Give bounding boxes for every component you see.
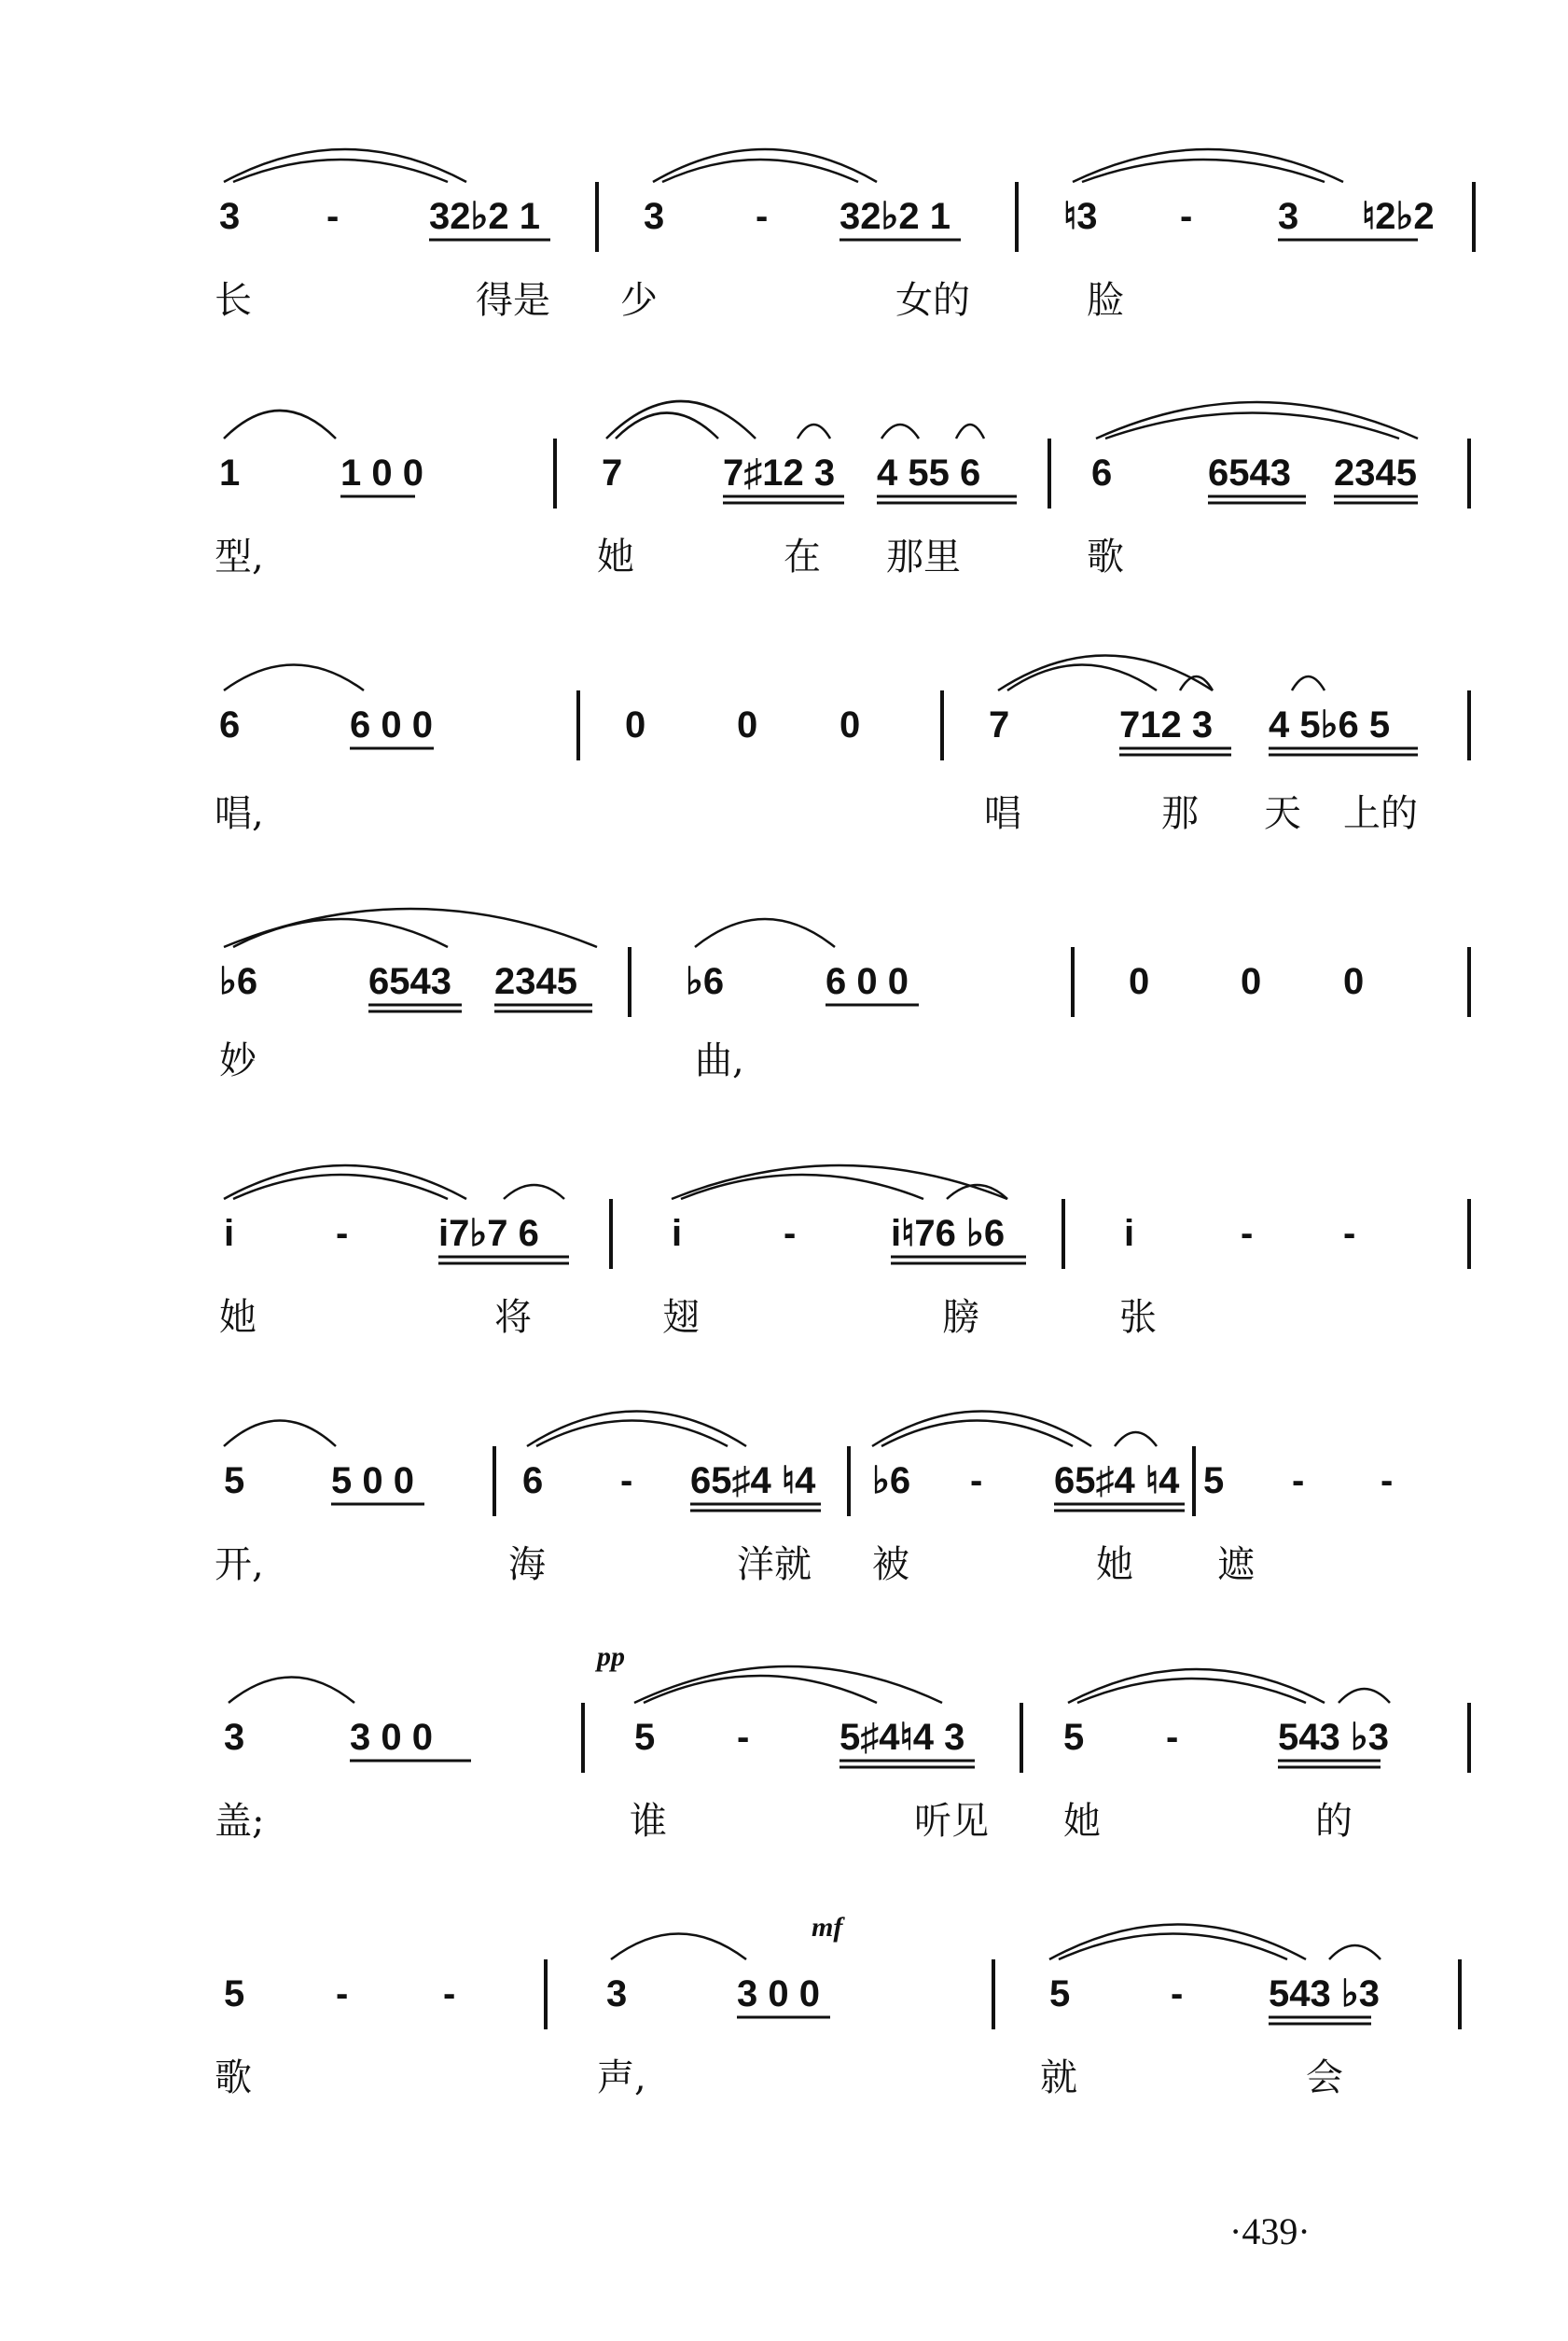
- jianpu-note: 0: [737, 704, 758, 745]
- jianpu-note: 6: [522, 1460, 544, 1501]
- lyric: 脸: [1087, 279, 1124, 322]
- lyric: 得是: [476, 279, 550, 322]
- lyric: 膀: [942, 1296, 979, 1339]
- jianpu-note: 7: [989, 704, 1010, 745]
- jianpu-note: 3: [224, 1717, 245, 1758]
- jianpu-note: -: [1343, 1213, 1356, 1254]
- jianpu-note: 5: [1063, 1717, 1085, 1758]
- slur: [881, 425, 919, 439]
- slur: [998, 656, 1213, 691]
- jianpu-note: ♮2♭2: [1362, 196, 1435, 237]
- jianpu-note: -: [443, 1973, 456, 2014]
- jianpu-note: 1 0 0: [340, 453, 423, 494]
- jianpu-note: -: [1166, 1717, 1179, 1758]
- jianpu-note: i: [1124, 1213, 1135, 1254]
- slur: [224, 411, 336, 439]
- slur: [695, 919, 835, 947]
- slur: [1077, 1679, 1306, 1703]
- slur: [224, 665, 364, 691]
- slur: [233, 919, 448, 947]
- jianpu-note: 5: [1203, 1460, 1225, 1501]
- lyric: 她: [1063, 1800, 1101, 1843]
- lyric: 女的: [895, 279, 970, 322]
- lyric: 天: [1264, 792, 1301, 835]
- jianpu-note: 5: [634, 1717, 656, 1758]
- jianpu-note: i7♭7 6: [438, 1213, 539, 1254]
- page-number: ·439·: [1229, 2210, 1311, 2252]
- slur: [224, 1421, 336, 1447]
- jianpu-note: 7♯12 3: [723, 453, 836, 494]
- lyric: 她: [219, 1296, 257, 1339]
- slur: [956, 425, 984, 439]
- jianpu-note: ♭6: [219, 961, 258, 1002]
- jianpu-note: 3: [219, 196, 241, 237]
- jianpu-note: -: [1171, 1973, 1184, 2014]
- music-system: [215, 656, 1469, 836]
- jianpu-note: -: [970, 1460, 983, 1501]
- slur: [872, 1412, 1091, 1447]
- lyric: 被: [872, 1543, 909, 1586]
- lyric: 曲,: [695, 1039, 744, 1082]
- music-system: [215, 1666, 1469, 1843]
- music-system: [215, 1412, 1393, 1587]
- slur: [536, 1421, 728, 1447]
- slur: [1096, 402, 1418, 439]
- slur: [527, 1412, 746, 1447]
- jianpu-note: -: [326, 196, 340, 237]
- slur: [224, 1165, 466, 1199]
- slur: [672, 1165, 1007, 1199]
- lyric: 海: [508, 1543, 546, 1586]
- music-system: [219, 1165, 1469, 1339]
- slur: [1068, 1669, 1325, 1703]
- jianpu-note: -: [336, 1973, 349, 2014]
- jianpu-note: 0: [625, 704, 646, 745]
- slur: [681, 1175, 923, 1199]
- lyric: 翅: [662, 1296, 700, 1339]
- lyric: 遮: [1217, 1543, 1255, 1586]
- jianpu-note: 5 0 0: [331, 1460, 414, 1501]
- slur: [1329, 1945, 1381, 1959]
- lyric: 歌: [215, 2056, 252, 2099]
- jianpu-note: 3: [606, 1973, 628, 2014]
- lyric: 长: [215, 279, 252, 322]
- lyric: 她: [1096, 1543, 1133, 1586]
- jianpu-note: -: [1180, 196, 1193, 237]
- lyric: 开,: [215, 1543, 264, 1586]
- jianpu-note: -: [1381, 1460, 1394, 1501]
- slur: [653, 149, 877, 182]
- jianpu-note: 6: [219, 704, 241, 745]
- jianpu-note: 0: [840, 704, 861, 745]
- slur: [1007, 665, 1157, 691]
- jianpu-note: 3 0 0: [737, 1973, 820, 2014]
- lyric: 将: [494, 1296, 532, 1339]
- slur: [611, 1934, 746, 1960]
- slur: [881, 1421, 1073, 1447]
- lyric: 唱: [984, 792, 1021, 835]
- jianpu-note: 0: [1129, 961, 1150, 1002]
- jianpu-note: ♭6: [872, 1460, 911, 1501]
- jianpu-note: 3 0 0: [350, 1717, 433, 1758]
- jianpu-note: 32♭2 1: [429, 196, 540, 237]
- jianpu-note: 0: [1241, 961, 1262, 1002]
- slur: [504, 1185, 564, 1199]
- jianpu-note: 5: [1049, 1973, 1071, 2014]
- slur: [1115, 1432, 1157, 1446]
- jianpu-note: 65♯4 ♮4: [1054, 1460, 1180, 1501]
- slur: [1073, 149, 1343, 182]
- jianpu-note: 5: [224, 1973, 245, 2014]
- jianpu-note: 6 0 0: [350, 704, 433, 745]
- jianpu-note: 65♯4 ♮4: [690, 1460, 816, 1501]
- jianpu-note: 1: [219, 453, 241, 494]
- music-system: [219, 909, 1469, 1082]
- jianpu-note: -: [737, 1717, 750, 1758]
- jianpu-note: -: [756, 196, 769, 237]
- slur: [229, 1678, 354, 1704]
- lyric: 声,: [597, 2056, 646, 2099]
- dynamic-pp: pp: [597, 1641, 625, 1672]
- jianpu-note: ♭6: [686, 961, 725, 1002]
- lyric: 那里: [886, 536, 961, 578]
- jianpu-note: 0: [1343, 961, 1365, 1002]
- jianpu-note: -: [336, 1213, 349, 1254]
- jianpu-note: -: [1241, 1213, 1254, 1254]
- jianpu-note: -: [620, 1460, 633, 1501]
- jianpu-note: 2345: [494, 961, 577, 1002]
- lyric: 听见: [914, 1800, 989, 1843]
- lyric: 在: [784, 536, 821, 578]
- lyric: 盖;: [215, 1800, 265, 1843]
- music-system: [215, 1925, 1460, 2100]
- jianpu-note: 5♯4♮4 3: [840, 1717, 965, 1758]
- lyric: 谁: [630, 1800, 667, 1843]
- slur: [798, 425, 830, 439]
- slur: [1292, 676, 1325, 690]
- jianpu-note: 32♭2 1: [840, 196, 951, 237]
- jianpu-note: 543 ♭3: [1278, 1717, 1389, 1758]
- slur: [644, 1676, 877, 1703]
- jianpu-note: 5: [224, 1460, 245, 1501]
- lyric: 少: [620, 279, 658, 322]
- lyric: 洋就: [737, 1543, 812, 1586]
- jianpu-note: -: [784, 1213, 797, 1254]
- jianpu-note: 6 0 0: [826, 961, 909, 1002]
- jianpu-note: 3: [1278, 196, 1299, 237]
- lyric: 妙: [219, 1039, 257, 1082]
- music-system: [215, 401, 1469, 578]
- slur: [606, 401, 756, 439]
- jianpu-note: 543 ♭3: [1269, 1973, 1380, 2014]
- lyric: 张: [1119, 1296, 1157, 1339]
- jianpu-note: i: [224, 1213, 235, 1254]
- lyric: 就: [1040, 2056, 1077, 2099]
- lyric: 那: [1161, 792, 1199, 835]
- jianpu-note: 6: [1091, 453, 1113, 494]
- slur: [224, 149, 466, 182]
- lyric: 型,: [215, 536, 264, 578]
- jianpu-note: 7: [602, 453, 623, 494]
- lyric: 歌: [1087, 536, 1124, 578]
- jianpu-note: 4 5♭6 5: [1269, 704, 1391, 745]
- jianpu-note: 6543: [1208, 453, 1291, 494]
- jianpu-note: i♮76 ♭6: [891, 1213, 1006, 1254]
- slur: [634, 1666, 942, 1703]
- jianpu-note: 6543: [368, 961, 451, 1002]
- slur: [1049, 1925, 1306, 1960]
- jianpu-note: i: [672, 1213, 683, 1254]
- lyric: 唱,: [215, 792, 264, 835]
- jianpu-note: 712 3: [1119, 704, 1214, 745]
- music-system: [215, 149, 1474, 322]
- jianpu-note: ♮3: [1063, 196, 1098, 237]
- jianpu-note: 3: [644, 196, 665, 237]
- dynamic-mf: mf: [812, 1912, 843, 1943]
- slur: [233, 1175, 448, 1199]
- lyric: 她: [597, 536, 634, 578]
- slur: [1339, 1689, 1390, 1703]
- lyric: 会: [1306, 2056, 1343, 2099]
- jianpu-note: 2345: [1334, 453, 1417, 494]
- lyric: 上的: [1343, 792, 1418, 835]
- jianpu-note: 4 55 6: [877, 453, 981, 494]
- lyric: 的: [1315, 1800, 1353, 1843]
- jianpu-note: -: [1292, 1460, 1305, 1501]
